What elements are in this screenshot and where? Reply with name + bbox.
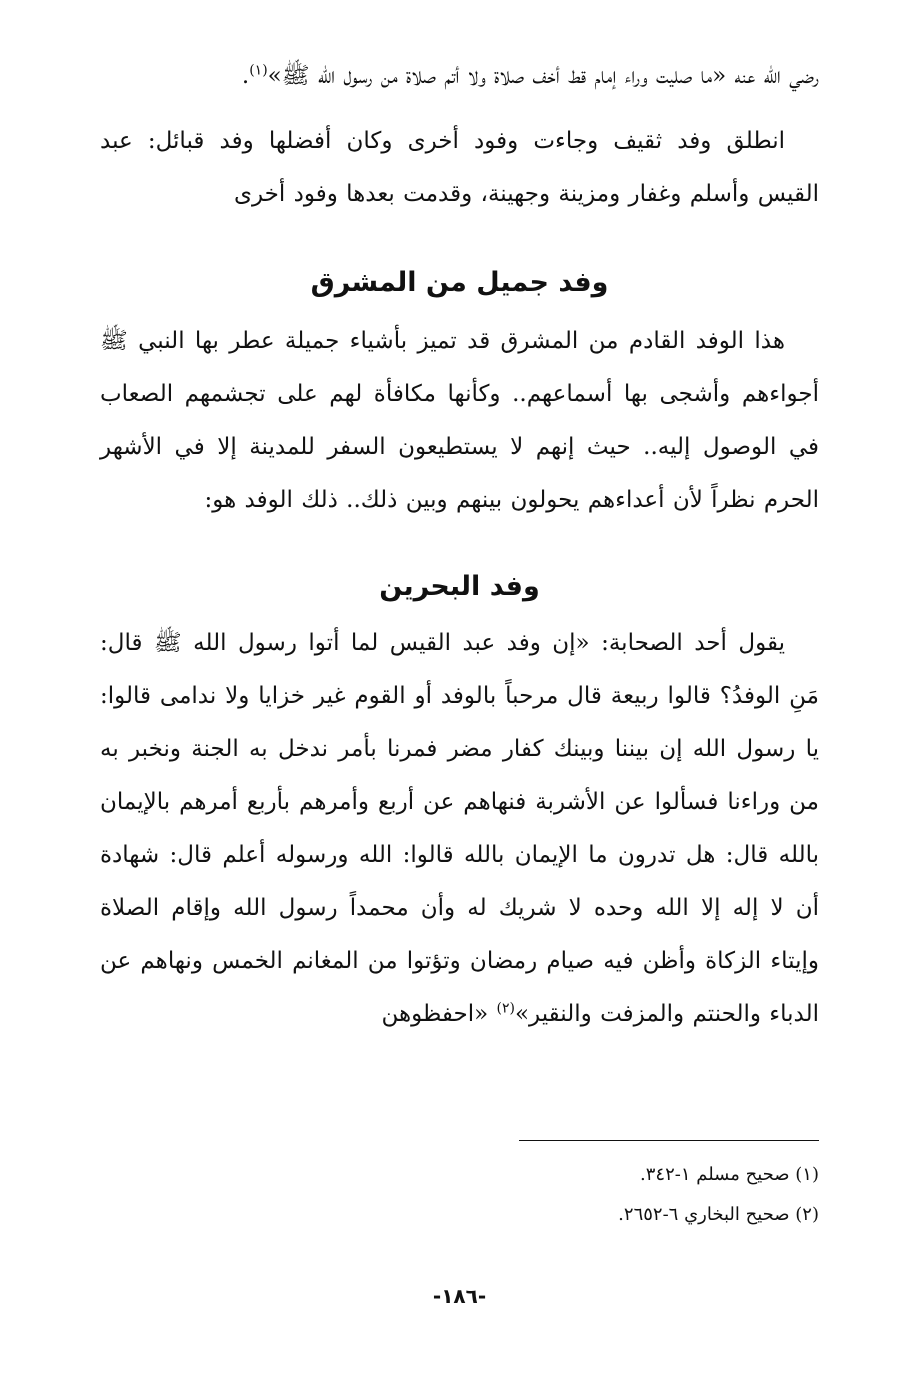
paragraph-hadith-prayer-text: رضي الله عنه «ما صليت وراء إمام قط أخف صلاة ولا أتم صلاة من رسول الله ﷺ» [267, 63, 819, 89]
section-heading-bahrain-delegation: وفد البحرين [379, 571, 540, 602]
page-number: -١٨٦- [432, 1284, 487, 1308]
paragraph-gap [100, 103, 819, 115]
paragraph-hadith-prayer [100, 50, 819, 103]
section-heading-east-delegation: وفد جميل من المشرق [310, 267, 609, 298]
footnote-2: (٢) صحيح البخاري ٦-٢٦٥٢. [618, 1204, 819, 1225]
paragraph-abd-al-qais-hadith [100, 617, 819, 1041]
paragraph-hadith-prayer-end: . [241, 63, 250, 89]
footnote-separator [519, 1140, 819, 1141]
footnotes [100, 1155, 819, 1235]
paragraph-abd-al-qais-hadith-end: «احفظوهن [381, 1001, 497, 1027]
footnote-1: (١) صحيح مسلم ١-٣٤٢. [640, 1164, 819, 1185]
footnote-ref-2: (٢) [496, 1000, 515, 1017]
paragraph-abd-al-qais-hadith-text: يقول أحد الصحابة: «إن وفد عبد القيس لما أتوا رسول الله ﷺ قال: مَنِ الوفدُ؟ قالوا ربيعة قال مرحباً بالوفد أو القوم غير خزايا ولا ندامى قالوا: يا رسول الله إن بيننا وبينك كفار مضر فمرنا بأمر ندخل به الجنة ونخبر به من وراءنا فسألوا عن الأشربة فنهاهم عن أربع وأمرهم بأربع أمرهم بالإيمان بالله قال: هل تدرون ما الإيمان بالله قالوا: الله ورسوله أعلم قال: شهادة أن لا إله إلا الله وحده لا شريك له وأن محمداً رسول الله وإقام الصلاة وإيتاء الزكاة وأظن فيه صيام رمضان وتؤتوا من المغانم الخمس ونهاهم عن الدباء والحنتم والمزفت والنقير» [100, 630, 819, 1027]
paragraph-east-delegation: هذا الوفد القادم من المشرق قد تميز بأشياء جميلة عطر بها النبي ﷺ أجواءهم وأشجى بها أسماعهم.. وكأنها مكافأة لهم على تجشمهم الصعاب في الوصول إليه.. حيث إنهم لا يستطيعون السفر للمدينة إلا في الأشهر الحرم نظراً لأن أعداءهم يحولون بينهم وبين ذلك.. ذلك الوفد هو: [100, 328, 819, 513]
paragraph-delegations: انطلق وفد ثقيف وجاءت وفود أخرى وكان أفضلها وفد قبائل: عبد القيس وأسلم وغفار ومزينة وجهينة، وقدمت بعدها وفود أخرى [100, 128, 819, 207]
page-body [100, 50, 819, 1349]
footnote-ref-1: (١) [249, 62, 268, 79]
